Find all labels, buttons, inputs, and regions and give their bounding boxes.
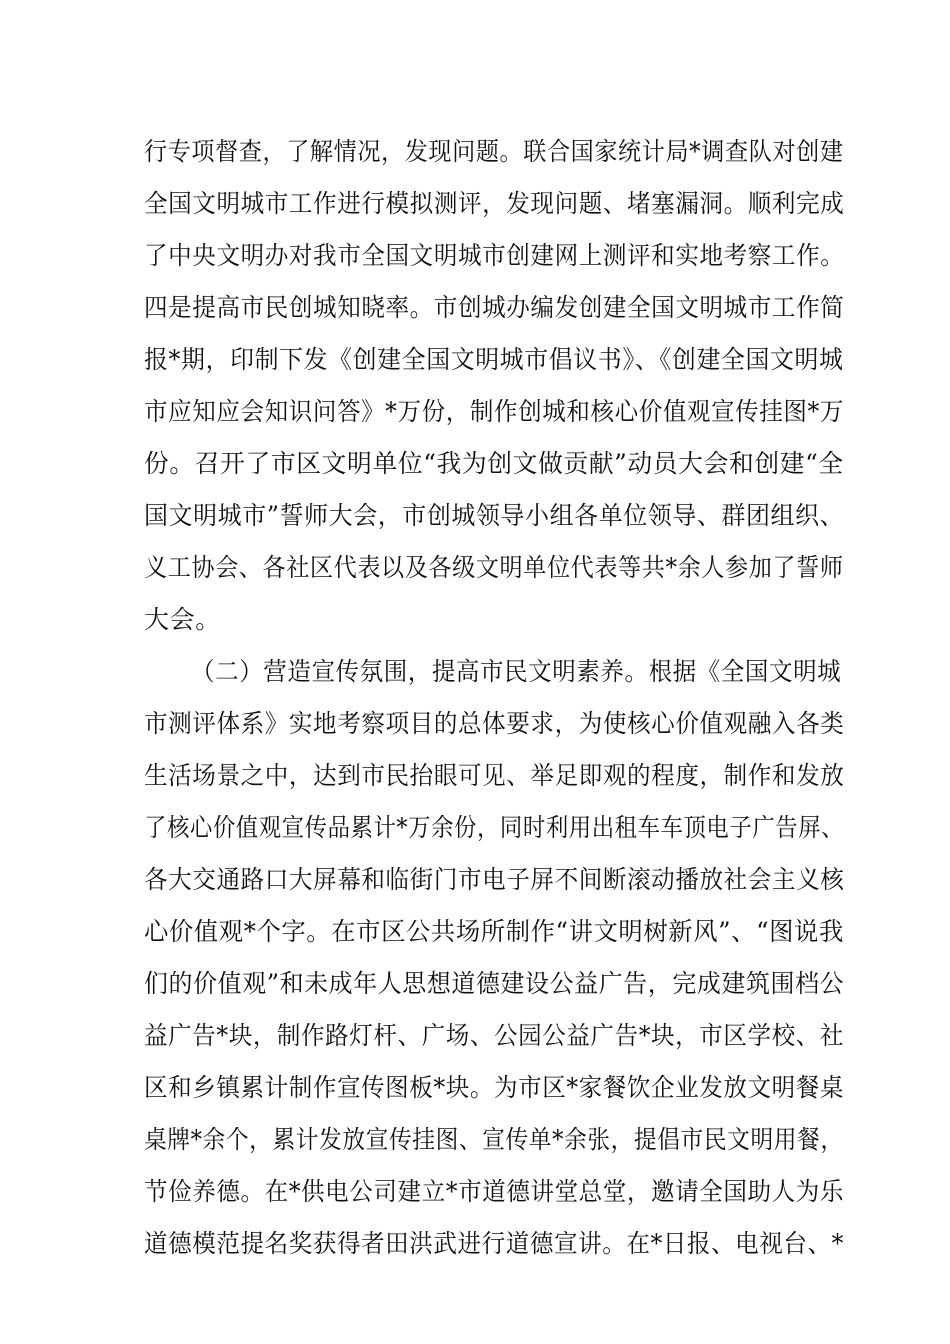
text-line: 大会。 (144, 605, 221, 634)
text-line: 行专项督查，了解情况，发现问题。联合国家统计局*调查队对创建 (144, 137, 844, 166)
text-line: 市测评体系》实地考察项目的总体要求，为使核心价值观融入各类 (144, 709, 845, 738)
text-line: 全国文明城市工作进行模拟测评，发现问题、堵塞漏洞。顺利完成 (144, 189, 845, 218)
text-line: 了中央文明办对我市全国文明城市创建网上测评和实地考察工作。 (144, 241, 845, 270)
text-line: 各大交通路口大屏幕和临街门市电子屏不间断滚动播放社会主义核 (144, 865, 845, 894)
text-line: 心价值观*个字。在市区公共场所制作“讲文明树新风”、“图说我 (144, 917, 844, 946)
text-line: 了核心价值观宣传品累计*万余份，同时利用出租车车顶电子广告屏、 (144, 813, 845, 842)
text-line: 益广告*块，制作路灯杆、广场、公园公益广告*块，市区学校、社 (144, 1021, 844, 1050)
text-line: 区和乡镇累计制作宣传图板*块。为市区*家餐饮企业发放文明餐桌 (144, 1073, 844, 1102)
text-line: 报*期，印制下发《创建全国文明城市倡议书》、《创建全国文明城 (144, 345, 844, 374)
section-heading-line: （二）营造宣传氛围，提高市民文明素养。根据《全国文明城 (191, 657, 842, 686)
text-line: 义工协会、各社区代表以及各级文明单位代表等共*余人参加了誓师 (144, 553, 844, 582)
text-line: 四是提高市民创城知晓率。市创城办编发创建全国文明城市工作简 (144, 293, 845, 322)
text-line: 份。召开了市区文明单位“我为创文做贡献”动员大会和创建“全 (144, 449, 844, 478)
body-text (144, 126, 844, 1270)
text-line: 节俭养德。在*供电公司建立*市道德讲堂总堂，邀请全国助人为乐 (144, 1177, 844, 1206)
text-line: 们的价值观”和未成年人思想道德建设公益广告，完成建筑围档公 (144, 969, 845, 998)
text-line: 生活场景之中，达到市民抬眼可见、举足即观的程度，制作和发放 (144, 761, 845, 790)
text-line: 桌牌*余个，累计发放宣传挂图、宣传单*余张，提倡市民文明用餐， (144, 1125, 844, 1154)
text-line: 国文明城市”誓师大会，市创城领导小组各单位领导、群团组织、 (144, 501, 845, 530)
text-line: 道德模范提名奖获得者田洪武进行道德宣讲。在*日报、电视台、* (144, 1229, 844, 1258)
text-line: 市应知应会知识问答》*万份，制作创城和核心价值观宣传挂图*万 (144, 397, 844, 426)
